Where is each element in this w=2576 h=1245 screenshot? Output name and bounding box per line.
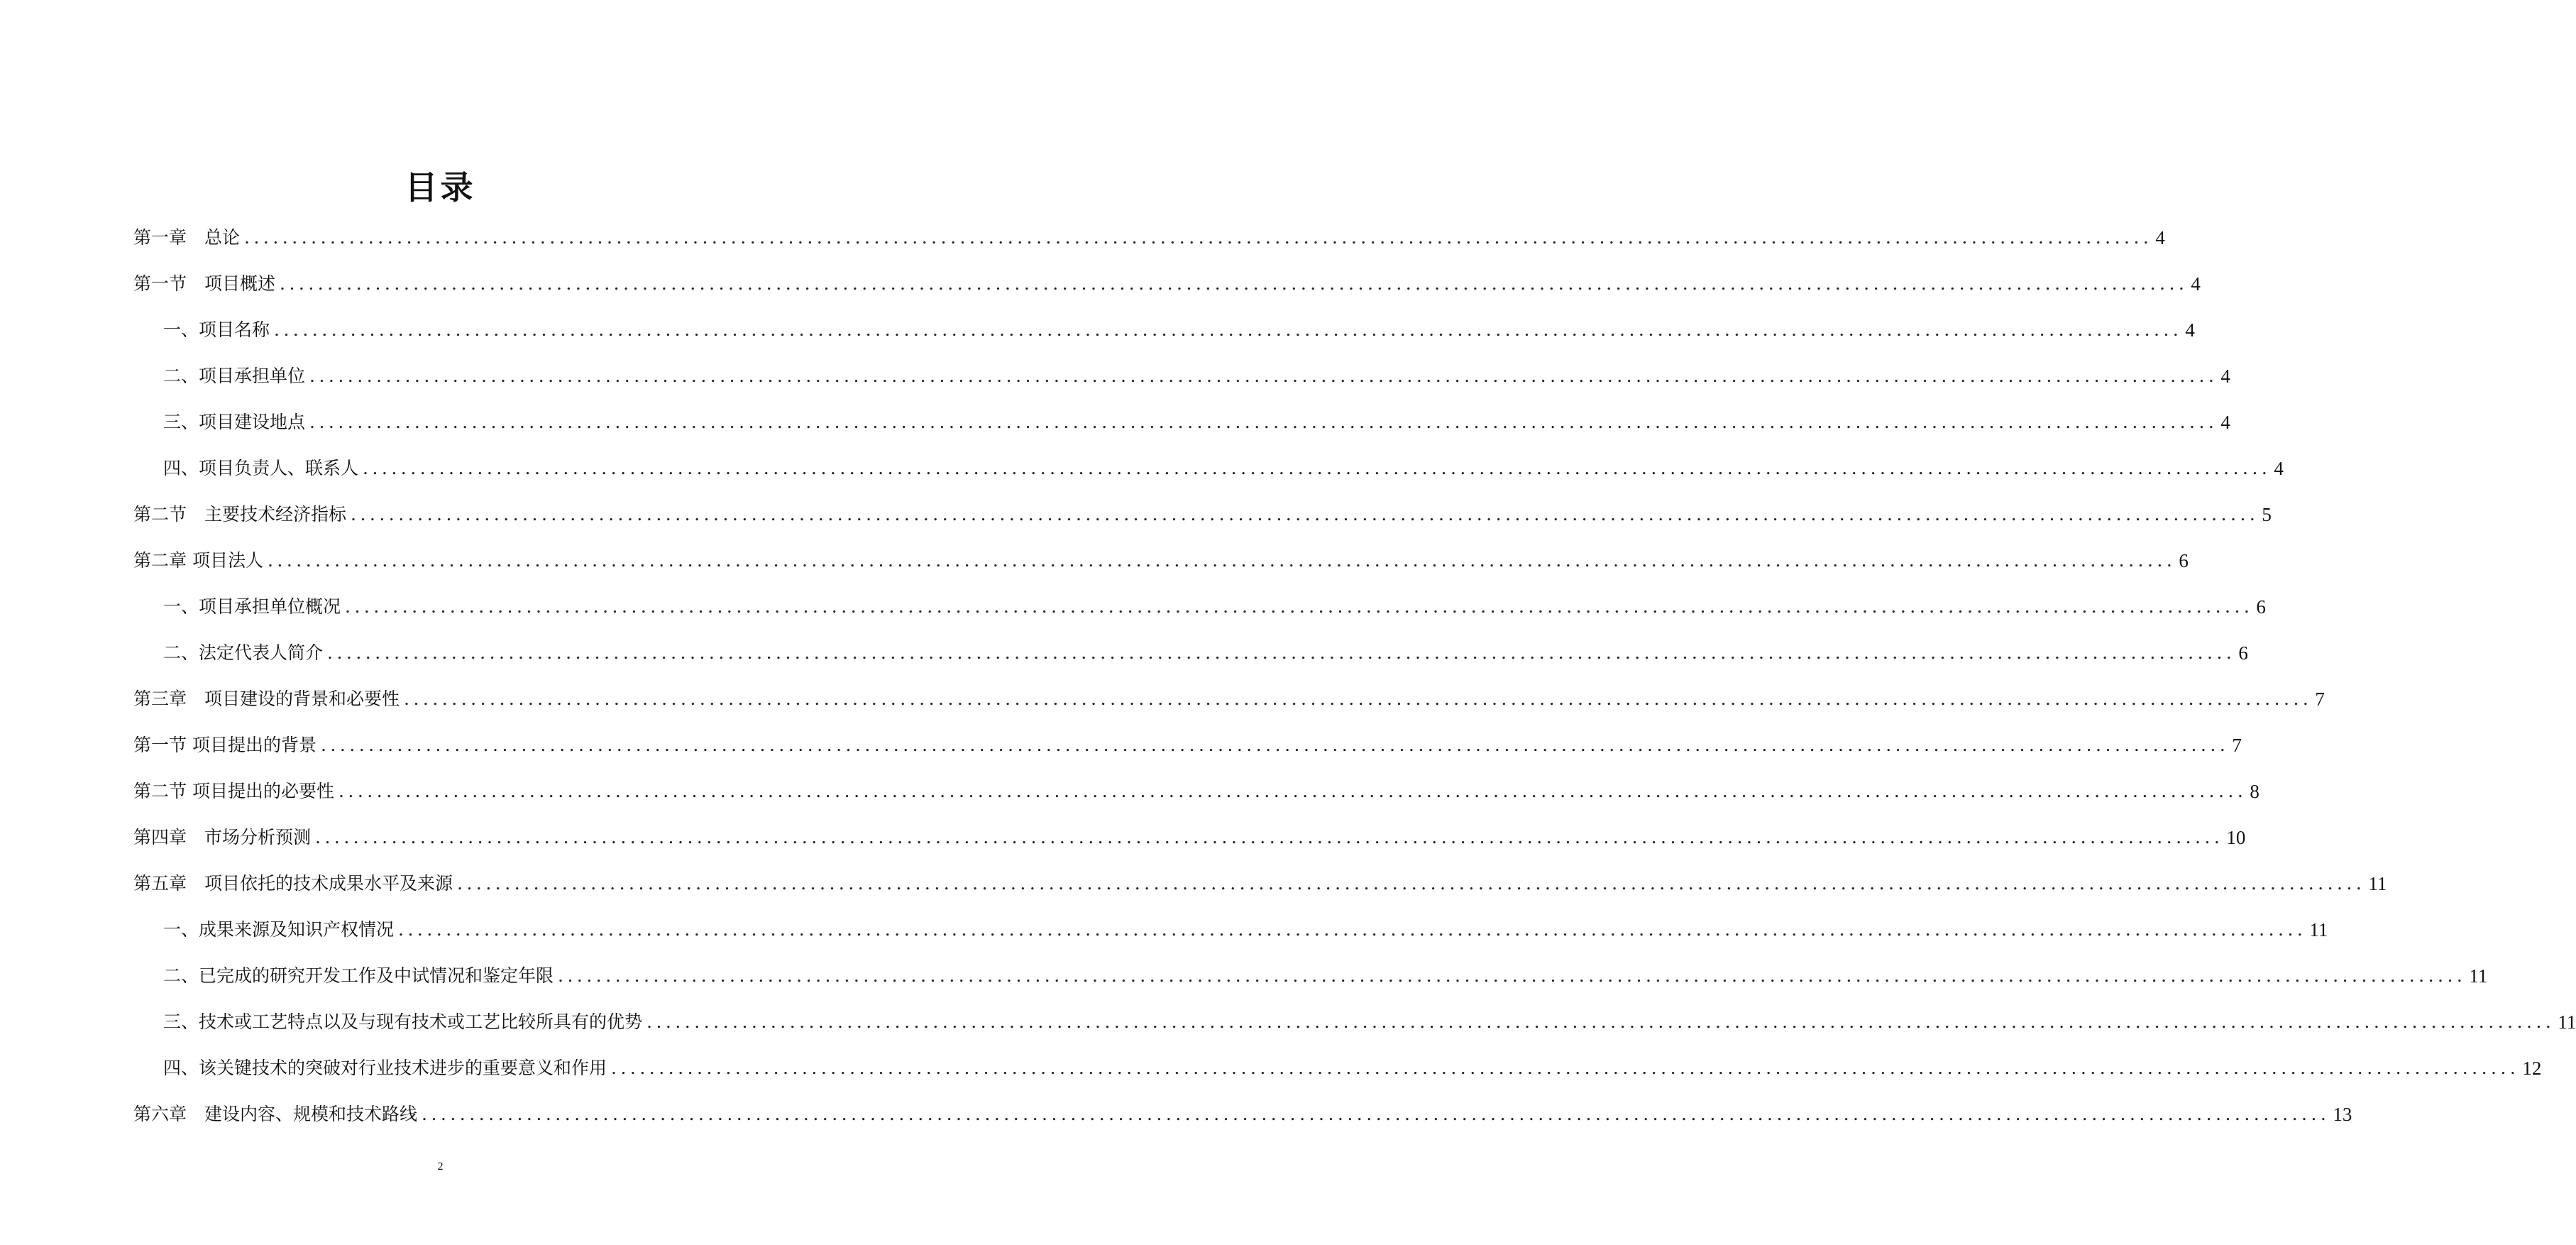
toc-page-number: 6 xyxy=(2256,596,2266,618)
toc-entry[interactable] xyxy=(133,260,2201,307)
toc-page-number: 4 xyxy=(2220,411,2230,433)
toc-entry-label: 三、技术或工艺特点以及与现有技术或工艺比较所具有的优势 xyxy=(163,1011,643,1032)
dot-leader: ........................................................................................................................................................................................................ xyxy=(398,918,2307,940)
toc-entry-label: 第二节 主要技术经济指标 xyxy=(133,503,347,525)
toc-page-number: 4 xyxy=(2274,457,2284,479)
toc-entry-label: 一、成果来源及知识产权情况 xyxy=(163,918,395,940)
toc-entry[interactable] xyxy=(133,676,2325,722)
toc-page-number: 4 xyxy=(2155,226,2165,248)
toc-entry-label: 第一节 项目提出的背景 xyxy=(133,734,317,755)
toc-page-number: 11 xyxy=(2309,918,2328,940)
dot-leader: ........................................................................................................................................................................................................ xyxy=(646,1011,2555,1032)
toc-entry-label: 第四章 市场分析预测 xyxy=(133,826,312,848)
toc-entry-label: 二、法定代表人简介 xyxy=(163,642,324,663)
toc-entry[interactable] xyxy=(133,583,2266,630)
toc-entry-label: 一、项目承担单位概况 xyxy=(163,596,341,617)
toc-entry[interactable] xyxy=(133,353,2230,399)
toc-entry[interactable] xyxy=(133,999,2576,1045)
toc-entry-label: 第一章 总论 xyxy=(133,226,241,248)
toc-entry[interactable] xyxy=(133,814,2246,860)
toc-entry-label: 第二章 项目法人 xyxy=(133,549,263,571)
toc-entry[interactable] xyxy=(133,630,2248,676)
dot-leader: ........................................................................................................................................................................................................ xyxy=(274,319,2183,340)
toc-entry[interactable] xyxy=(133,399,2230,445)
toc-entry-label: 第二节 项目提出的必要性 xyxy=(133,780,334,801)
toc-page-number: 4 xyxy=(2220,365,2230,387)
toc-entry-label: 二、已完成的研究开发工作及中试情况和鉴定年限 xyxy=(163,965,554,986)
toc-entry-label: 三、项目建设地点 xyxy=(163,411,306,432)
toc-entry[interactable] xyxy=(133,1045,2542,1091)
toc-entry-label: 第三章 项目建设的背景和必要性 xyxy=(133,688,400,709)
toc-entry[interactable] xyxy=(133,860,2387,906)
toc-entry-label: 四、项目负责人、联系人 xyxy=(163,457,359,478)
dot-leader: ........................................................................................................................................................................................................ xyxy=(404,688,2313,709)
dot-leader: ........................................................................................................................................................................................................ xyxy=(351,503,2259,525)
table-of-contents xyxy=(133,214,2576,1137)
toc-page-number: 8 xyxy=(2250,780,2259,802)
dot-leader: ........................................................................................................................................................................................................ xyxy=(267,549,2176,571)
page-title: 目录 xyxy=(404,168,476,207)
toc-entry[interactable] xyxy=(133,491,2272,537)
dot-leader: ........................................................................................................................................................................................................ xyxy=(457,872,2366,894)
toc-page-number: 6 xyxy=(2238,642,2248,664)
toc-entry[interactable] xyxy=(133,768,2259,814)
toc-page-number: 7 xyxy=(2315,688,2325,710)
toc-page-number: 11 xyxy=(2558,1011,2576,1033)
toc-page-number: 11 xyxy=(2368,872,2387,894)
dot-leader: ........................................................................................................................................................................................................ xyxy=(363,457,2272,478)
toc-entry-label: 二、项目承担单位 xyxy=(163,365,306,386)
toc-page-number: 5 xyxy=(2262,503,2272,525)
dot-leader: ........................................................................................................................................................................................................ xyxy=(244,226,2153,248)
toc-page-number: 11 xyxy=(2469,965,2488,987)
toc-page-number: 6 xyxy=(2179,549,2189,571)
toc-entry-label: 第五章 项目依托的技术成果水平及来源 xyxy=(133,872,453,894)
toc-entry[interactable] xyxy=(133,722,2242,768)
toc-entry[interactable] xyxy=(133,445,2284,491)
toc-entry-label: 第六章 建设内容、规模和技术路线 xyxy=(133,1103,418,1124)
dot-leader: ........................................................................................................................................................................................................ xyxy=(611,1057,2520,1078)
toc-entry[interactable] xyxy=(133,953,2488,999)
dot-leader: ........................................................................................................................................................................................................ xyxy=(280,273,2189,294)
dot-leader: ........................................................................................................................................................................................................ xyxy=(320,734,2230,755)
toc-entry-label: 四、该关键技术的突破对行业技术进步的重要意义和作用 xyxy=(163,1057,607,1078)
toc-entry[interactable] xyxy=(133,1091,2352,1137)
toc-entry[interactable] xyxy=(133,906,2328,953)
dot-leader: ........................................................................................................................................................................................................ xyxy=(315,826,2224,848)
toc-entry[interactable] xyxy=(133,537,2189,583)
dot-leader: ........................................................................................................................................................................................................ xyxy=(558,965,2467,986)
toc-entry-label: 一、项目名称 xyxy=(163,319,270,340)
page-footer-number: 2 xyxy=(437,1161,444,1173)
toc-page-number: 4 xyxy=(2191,273,2201,295)
toc-page-number: 4 xyxy=(2185,319,2195,341)
toc-page-number: 13 xyxy=(2333,1103,2352,1125)
toc-page-number: 12 xyxy=(2522,1057,2542,1079)
dot-leader: ........................................................................................................................................................................................................ xyxy=(338,780,2247,801)
toc-entry-label: 第一节 项目概述 xyxy=(133,273,276,294)
toc-page-number: 10 xyxy=(2226,826,2246,848)
dot-leader: ........................................................................................................................................................................................................ xyxy=(309,365,2218,386)
dot-leader: ........................................................................................................................................................................................................ xyxy=(345,596,2254,617)
toc-entry[interactable] xyxy=(133,214,2165,260)
toc-page-number: 7 xyxy=(2232,734,2242,756)
dot-leader: ........................................................................................................................................................................................................ xyxy=(327,642,2236,663)
dot-leader: ........................................................................................................................................................................................................ xyxy=(422,1103,2330,1124)
dot-leader: ........................................................................................................................................................................................................ xyxy=(309,411,2218,432)
toc-entry[interactable] xyxy=(133,307,2195,353)
